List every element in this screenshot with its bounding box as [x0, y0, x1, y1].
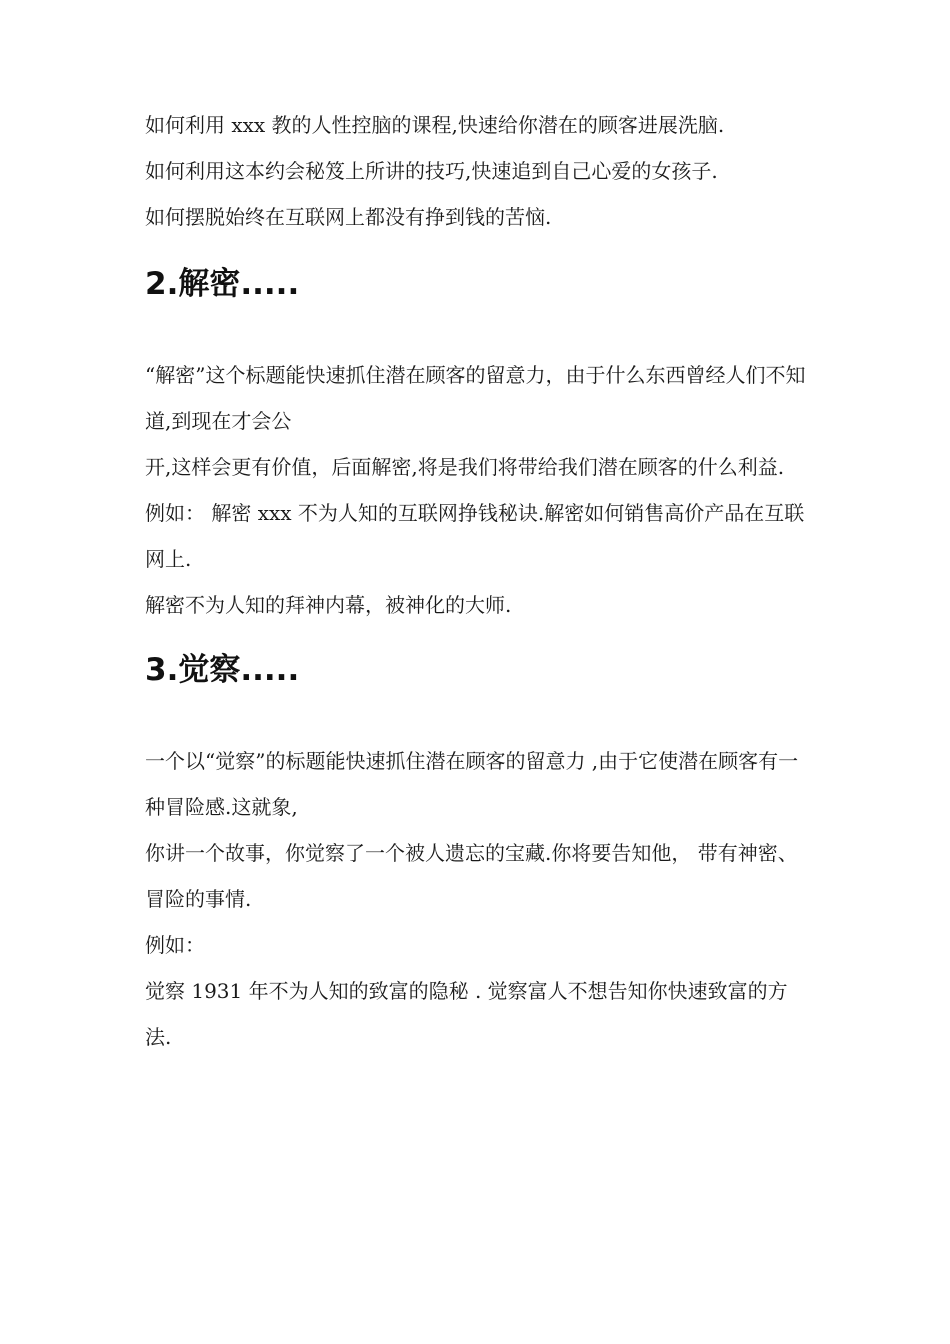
section-3-heading-block — [145, 650, 810, 690]
section-2-heading: 2.解密..... — [145, 266, 300, 302]
section-3-body — [145, 738, 810, 1060]
section-2-paragraph: 开,这样会更有价值，后面解密,将是我们将带给我们潜在顾客的什么利益. — [145, 455, 785, 479]
intro-block — [145, 102, 810, 240]
section-3-paragraph: 一个以“觉察”的标题能快速抓住潜在顾客的留意力 ,由于它使潜在顾客有一种冒险感.这就象, — [145, 749, 799, 819]
section-3-paragraph: 你讲一个故事，你觉察了一个被人遗忘的宝藏.你将要告知他， 带有神密、冒险的事情. — [145, 841, 798, 911]
intro-line: 如何利用 xxx 教的人性控脑的课程,快速给你潜在的顾客进展洗脑. — [145, 113, 725, 137]
section-2-paragraph: 解密不为人知的拜神内幕，被神化的大师. — [145, 593, 512, 617]
document-body — [145, 102, 810, 1082]
section-3-paragraph: 例如： — [145, 933, 205, 957]
section-3-heading: 3.觉察..... — [145, 652, 300, 688]
section-2-paragraph: 例如： 解密 xxx 不为人知的互联网挣钱秘诀.解密如何销售高价产品在互联网上. — [145, 501, 805, 571]
section-3-paragraph: 觉察 1931 年不为人知的致富的隐秘 . 觉察富人不想告知你快速致富的方法. — [145, 979, 788, 1049]
intro-line: 如何摆脱始终在互联网上都没有挣到钱的苦恼. — [145, 205, 552, 229]
section-2-paragraph: “解密”这个标题能快速抓住潜在顾客的留意力，由于什么东西曾经人们不知道,到现在才会公 — [145, 363, 806, 433]
section-2-heading-block — [145, 264, 810, 304]
section-2-body — [145, 352, 810, 628]
intro-line: 如何利用这本约会秘笈上所讲的技巧,快速追到自己心爱的女孩子. — [145, 159, 718, 183]
